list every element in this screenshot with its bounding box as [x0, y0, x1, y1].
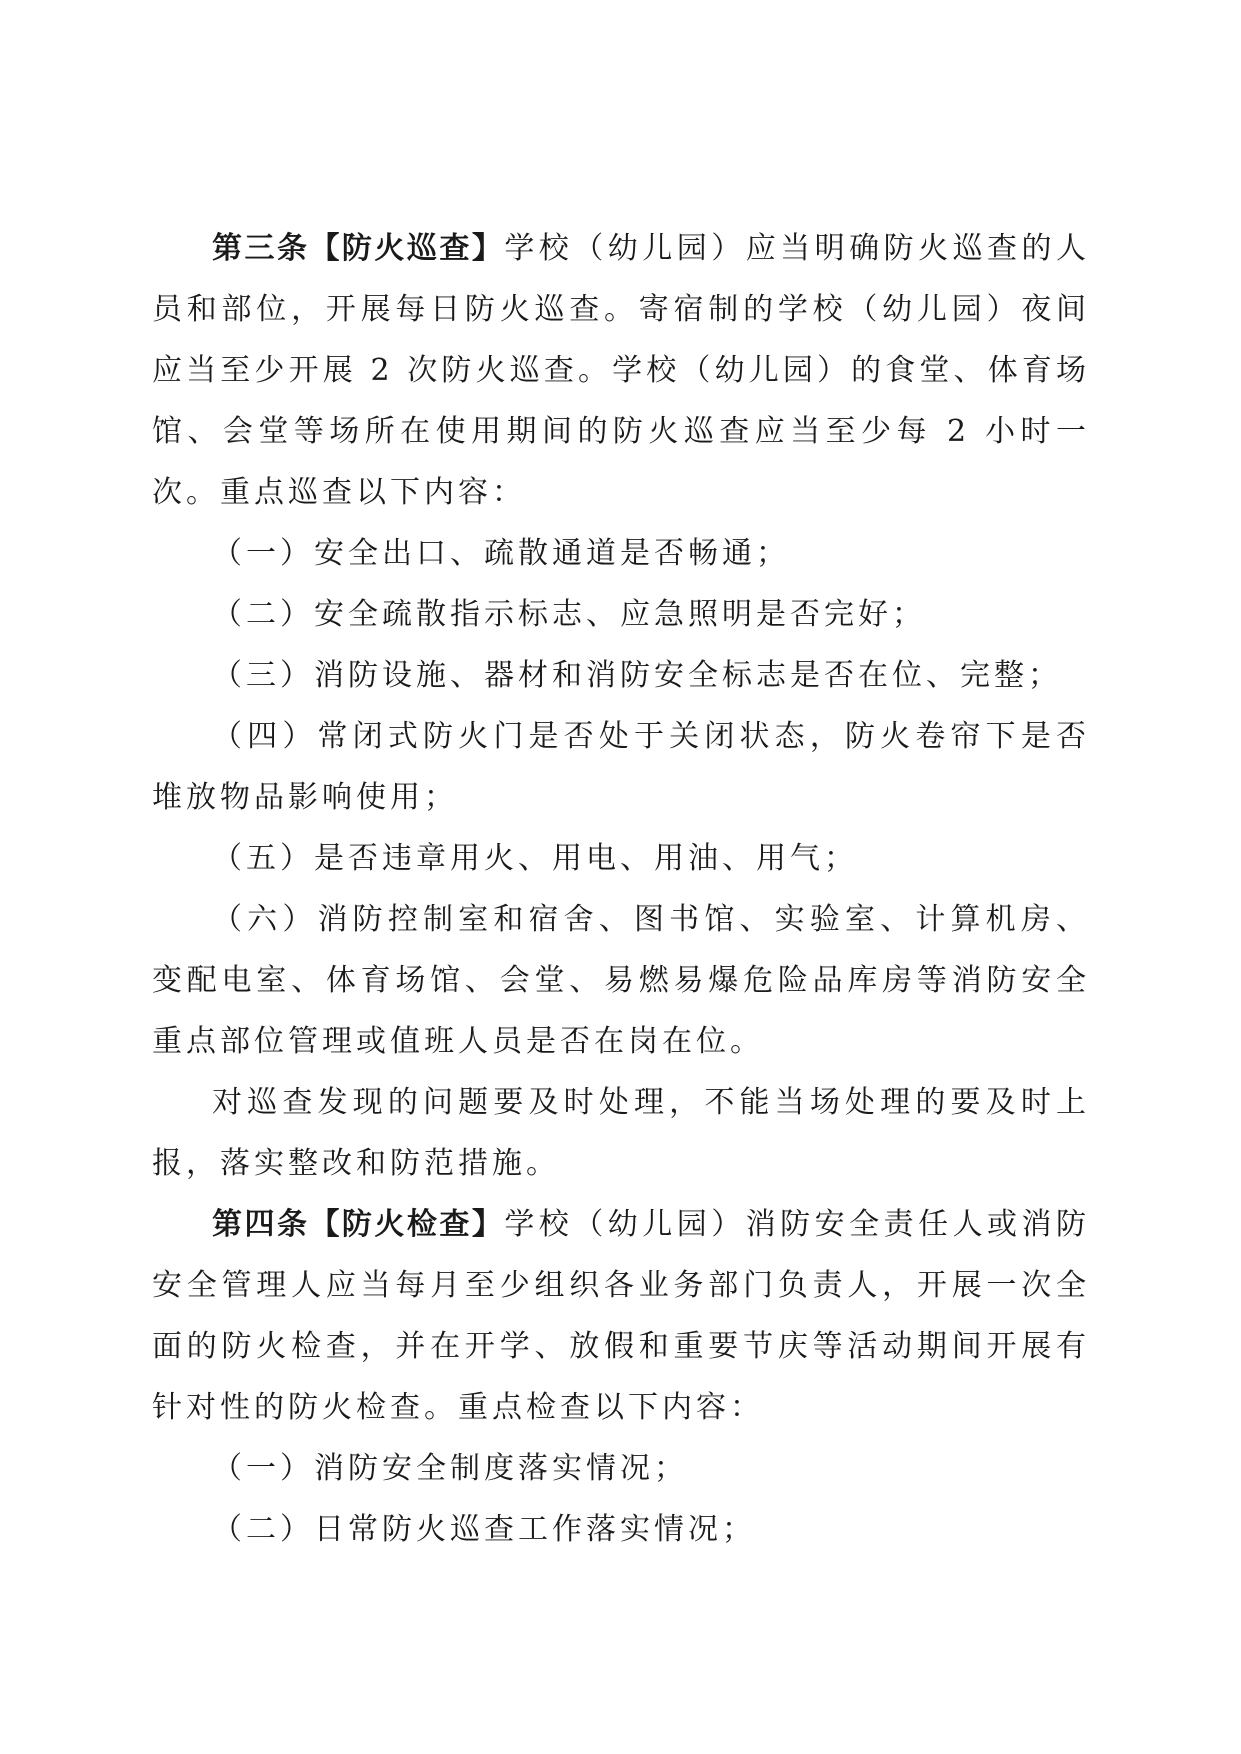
- article-3-closing: 对巡查发现的问题要及时处理，不能当场处理的要及时上报，落实整改和防范措施。: [152, 1085, 1090, 1181]
- article-3-heading: 第三条【防火巡查】: [212, 231, 505, 266]
- article-3-text: 学校（幼儿园）应当明确防火巡查的人员和部位，开展每日防火巡查。寄宿制的学校（幼儿园）夜间应当至少开展 2 次防火巡查。学校（幼儿园）的食堂、体育场馆、会堂等场所在使用期间的防火巡查应当至少每 2 小时一次。重点巡查以下内容：: [152, 231, 1091, 510]
- article-3-paragraph: [152, 218, 1090, 523]
- article-3-item-6: （六）消防控制室和宿舍、图书馆、实验室、计算机房、变配电室、体育场馆、会堂、易燃易爆危险品库房等消防安全重点部位管理或值班人员是否在岗在位。: [152, 902, 1090, 1059]
- article-3-item-3: （三）消防设施、器材和消防安全标志是否在位、完整；: [212, 658, 1062, 693]
- article-3-item-2: （二）安全疏散指示标志、应急照明是否完好；: [212, 597, 926, 632]
- article-4-item-1: （一）消防安全制度落实情况；: [212, 1451, 688, 1486]
- article-4-item-2: （二）日常防火巡查工作落实情况；: [212, 1512, 756, 1547]
- article-4-heading: 第四条【防火检查】: [212, 1207, 505, 1242]
- article-4-paragraph: [152, 1194, 1090, 1438]
- article-3-item-5: （五）是否违章用火、用电、用油、用气；: [212, 841, 858, 876]
- article-4-text: 学校（幼儿园）消防安全责任人或消防安全管理人应当每月至少组织各业务部门负责人，开展一次全面的防火检查，并在开学、放假和重要节庆等活动期间开展有针对性的防火检查。重点检查以下内容：: [152, 1207, 1091, 1425]
- article-3-item-1: （一）安全出口、疏散通道是否畅通；: [212, 536, 790, 571]
- document-body: [152, 218, 1090, 1560]
- article-3-item-4: （四）常闭式防火门是否处于关闭状态，防火卷帘下是否堆放物品影响使用；: [152, 719, 1090, 815]
